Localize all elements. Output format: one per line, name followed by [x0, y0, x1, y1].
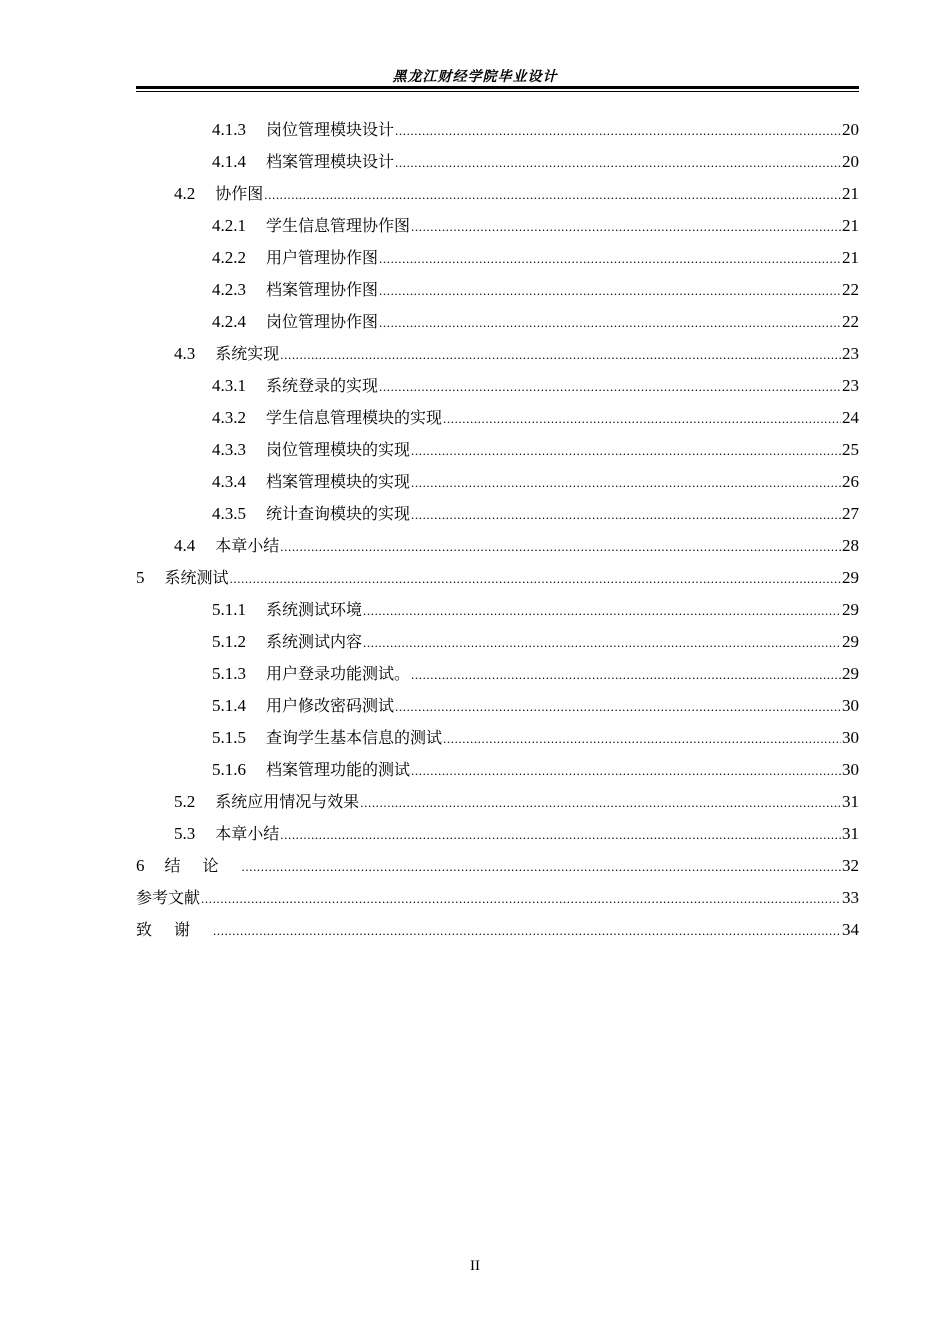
toc-dot-leader	[411, 755, 841, 787]
toc-entry-page: 29	[842, 632, 859, 651]
toc-entry-number: 5.1.4	[212, 696, 246, 715]
toc-dot-leader	[411, 435, 841, 467]
toc-entry-label: 系统测试环境	[266, 600, 363, 619]
toc-entry-page: 33	[842, 888, 859, 907]
toc-entry[interactable]	[136, 210, 859, 242]
toc-entry-page: 28	[842, 536, 859, 555]
toc-entry-page: 20	[842, 152, 859, 171]
toc-entry[interactable]	[136, 594, 859, 626]
toc-entry-page: 31	[842, 792, 859, 811]
toc-entry-label: 档案管理协作图	[266, 280, 379, 299]
toc-entry[interactable]	[136, 530, 859, 562]
toc-entry[interactable]	[136, 434, 859, 466]
toc-entry-number: 5.2	[174, 792, 196, 811]
toc-entry[interactable]	[136, 914, 859, 946]
toc-entry-page: 30	[842, 760, 859, 779]
toc-entry[interactable]	[136, 370, 859, 402]
toc-entry-label: 结论	[164, 856, 241, 875]
toc-entry-label: 学生信息管理协作图	[266, 216, 411, 235]
toc-entry-number: 5.1.6	[212, 760, 246, 779]
toc-dot-leader	[411, 467, 841, 499]
toc-entry-label: 系统实现	[215, 344, 280, 363]
toc-entry-label: 岗位管理模块的实现	[266, 440, 411, 459]
toc-entry[interactable]	[136, 306, 859, 338]
toc-dot-leader	[242, 851, 841, 883]
toc-dot-leader	[395, 147, 841, 179]
toc-entry[interactable]	[136, 690, 859, 722]
toc-dot-leader	[443, 723, 841, 755]
toc-entry-page: 22	[842, 280, 859, 299]
toc-entry-page: 25	[842, 440, 859, 459]
toc-dot-leader	[443, 403, 841, 435]
toc-entry-number: 4.3.2	[212, 408, 246, 427]
toc-dot-leader	[363, 595, 841, 627]
toc-entry-label: 统计查询模块的实现	[266, 504, 411, 523]
toc-dot-leader	[395, 691, 841, 723]
header-rule-thin	[136, 91, 859, 92]
toc-entry[interactable]	[136, 114, 859, 146]
toc-entry-number: 4.2.3	[212, 280, 246, 299]
toc-dot-leader	[411, 499, 841, 531]
toc-dot-leader	[360, 787, 841, 819]
toc-dot-leader	[379, 275, 841, 307]
toc-entry-page: 27	[842, 504, 859, 523]
toc-entry-label: 学生信息管理模块的实现	[266, 408, 443, 427]
toc-entry-number: 4.3.1	[212, 376, 246, 395]
toc-entry-label: 系统应用情况与效果	[215, 792, 360, 811]
toc-dot-leader	[379, 371, 841, 403]
toc-entry-page: 32	[842, 856, 859, 875]
toc-entry[interactable]	[136, 626, 859, 658]
toc-entry[interactable]	[136, 658, 859, 690]
toc-entry-page: 30	[842, 728, 859, 747]
toc-entry-page: 23	[842, 344, 859, 363]
toc-entry-label: 协作图	[215, 184, 264, 203]
toc-entry-label: 参考文献	[136, 888, 201, 907]
toc-entry-number: 4.2	[174, 184, 196, 203]
toc-entry-number: 4.1.4	[212, 152, 246, 171]
toc-dot-leader	[280, 819, 841, 851]
toc-entry-page: 20	[842, 120, 859, 139]
toc-dot-leader	[280, 339, 841, 371]
toc-entry[interactable]	[136, 754, 859, 786]
toc-dot-leader	[379, 307, 841, 339]
toc-entry-label: 系统测试内容	[266, 632, 363, 651]
toc-dot-leader	[411, 659, 841, 691]
toc-entry-number: 5.1.3	[212, 664, 246, 683]
toc-entry-number: 4.4	[174, 536, 196, 555]
toc-entry-number: 4.3.4	[212, 472, 246, 491]
toc-entry-label: 用户修改密码测试	[266, 696, 395, 715]
page-number: II	[470, 1258, 480, 1274]
toc-entry-number: 4.3.5	[212, 504, 246, 523]
toc-dot-leader	[264, 179, 841, 211]
toc-entry-label: 岗位管理协作图	[266, 312, 379, 331]
toc-entry[interactable]	[136, 786, 859, 818]
toc-entry[interactable]	[136, 338, 859, 370]
toc-entry-number: 5.1.5	[212, 728, 246, 747]
toc-entry-label: 用户登录功能测试。	[266, 664, 411, 683]
toc-entry-page: 24	[842, 408, 859, 427]
toc-entry[interactable]	[136, 498, 859, 530]
toc-entry-label: 本章小结	[215, 536, 280, 555]
toc-entry-number: 4.2.4	[212, 312, 246, 331]
toc-entry[interactable]	[136, 466, 859, 498]
table-of-contents	[136, 114, 859, 946]
toc-entry-page: 31	[842, 824, 859, 843]
toc-entry-page: 23	[842, 376, 859, 395]
toc-entry-number: 5.3	[174, 824, 196, 843]
toc-entry-page: 22	[842, 312, 859, 331]
toc-entry[interactable]	[136, 562, 859, 594]
toc-entry[interactable]	[136, 402, 859, 434]
toc-entry-page: 26	[842, 472, 859, 491]
toc-entry-number: 4.2.2	[212, 248, 246, 267]
toc-dot-leader	[213, 915, 841, 947]
toc-entry-label: 档案管理模块的实现	[266, 472, 411, 491]
toc-dot-leader	[230, 563, 841, 595]
toc-entry-page: 21	[842, 216, 859, 235]
toc-entry-label: 档案管理功能的测试	[266, 760, 411, 779]
toc-entry-number: 5.1.2	[212, 632, 246, 651]
toc-entry-label: 本章小结	[215, 824, 280, 843]
toc-entry-label: 用户管理协作图	[266, 248, 379, 267]
toc-dot-leader	[411, 211, 841, 243]
header-rule-thick	[136, 86, 859, 89]
toc-dot-leader	[395, 115, 841, 147]
toc-entry-number: 4.3	[174, 344, 196, 363]
toc-dot-leader	[280, 531, 841, 563]
toc-entry[interactable]	[136, 178, 859, 210]
toc-entry[interactable]	[136, 146, 859, 178]
toc-entry-label: 系统测试	[164, 568, 229, 587]
toc-entry-label: 查询学生基本信息的测试	[266, 728, 443, 747]
toc-entry-number: 4.2.1	[212, 216, 246, 235]
toc-entry-page: 34	[842, 920, 859, 939]
toc-entry-number: 4.1.3	[212, 120, 246, 139]
toc-entry-page: 21	[842, 184, 859, 203]
toc-entry-number: 4.3.3	[212, 440, 246, 459]
document-header-title: 黑龙江财经学院毕业设计	[392, 69, 558, 85]
toc-entry-page: 29	[842, 600, 859, 619]
toc-entry-page: 21	[842, 248, 859, 267]
toc-entry-label: 档案管理模块设计	[266, 152, 395, 171]
toc-entry-number: 6	[136, 856, 145, 875]
toc-dot-leader	[363, 627, 841, 659]
toc-entry[interactable]	[136, 850, 859, 882]
toc-entry-page: 29	[842, 568, 859, 587]
toc-entry[interactable]	[136, 818, 859, 850]
toc-entry-number: 5.1.1	[212, 600, 246, 619]
toc-entry-label: 系统登录的实现	[266, 376, 379, 395]
toc-entry-number: 5	[136, 568, 145, 587]
toc-entry[interactable]	[136, 274, 859, 306]
toc-entry[interactable]	[136, 882, 859, 914]
toc-entry-page: 30	[842, 696, 859, 715]
toc-entry-label: 岗位管理模块设计	[266, 120, 395, 139]
toc-entry[interactable]	[136, 242, 859, 274]
toc-dot-leader	[201, 883, 841, 915]
toc-entry[interactable]	[136, 722, 859, 754]
toc-entry-label: 致谢	[136, 920, 213, 939]
toc-entry-page: 29	[842, 664, 859, 683]
toc-dot-leader	[379, 243, 841, 275]
